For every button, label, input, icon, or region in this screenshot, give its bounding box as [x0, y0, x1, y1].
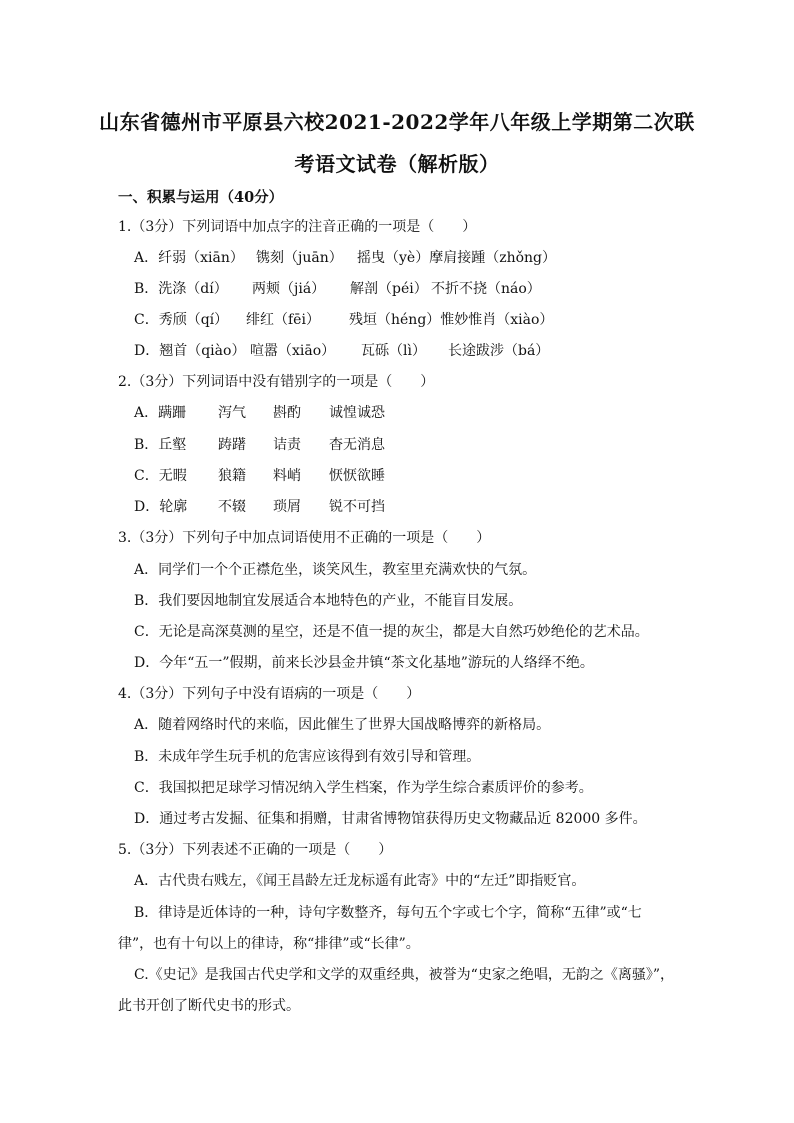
option-cell: C．秀颀（qí）: [134, 312, 229, 328]
question-2-option-c: [134, 467, 385, 485]
option-cell: 两颊（jiá）: [252, 281, 326, 297]
document-title-line-1: 山东省德州市平原县六校2021-2022学年八年级上学期第二次联: [99, 110, 695, 134]
question-5-stem: 5.（3分）下列表述不正确的一项是（ ）: [118, 842, 393, 858]
question-3-option-c: C．无论是高深莫测的星空，还是不值一提的灰尘，都是大自然巧妙绝伦的艺术品。: [134, 624, 649, 640]
option-cell: C．无暇: [134, 468, 187, 484]
question-1-option-a: [134, 249, 556, 267]
option-cell: D．轮廓: [134, 499, 188, 515]
option-cell: D．翘首（qiào）: [134, 343, 246, 359]
question-1-option-b: [134, 280, 541, 298]
option-cell: 解剖（péi）: [350, 281, 428, 297]
option-cell: 长途跋涉（bá）: [448, 343, 550, 359]
option-cell: 不折不挠（náo）: [431, 281, 541, 297]
option-cell: 诚惶诚恐: [329, 405, 385, 421]
option-cell: A．蹒跚: [134, 405, 187, 421]
option-cell: 瓦砾（lì）: [361, 343, 426, 359]
question-5-option-b-continued: 律”，也有十句以上的律诗，称“排律”或“长律”。: [118, 936, 420, 952]
option-cell: 诘责: [273, 437, 301, 453]
option-cell: 锐不可挡: [329, 499, 385, 515]
option-cell: B．洗涤（dí）: [134, 281, 228, 297]
question-1-stem: 1.（3分）下列词语中加点字的注音正确的一项是（ ）: [118, 219, 477, 235]
option-cell: 恹恹欲睡: [329, 468, 385, 484]
option-cell: 狼籍: [218, 468, 246, 484]
option-cell: 摇曳（yè）摩肩接踵（zhǒng）: [357, 250, 556, 266]
option-cell: 残垣（héng）惟妙惟肖（xiào）: [349, 312, 554, 328]
question-5-option-b: B．律诗是近体诗的一种，诗句字数整齐，每句五个字或七个字，简称“五律”或“七: [134, 905, 642, 921]
question-3-option-a: A．同学们一个个正襟危坐，谈笑风生，教室里充满欢快的气氛。: [134, 562, 537, 578]
question-1-option-c: [134, 311, 553, 329]
question-4-option-b: B．未成年学生玩手机的危害应该得到有效引导和管理。: [134, 749, 481, 765]
question-2-option-a: [134, 404, 385, 422]
option-cell: 不辍: [218, 499, 246, 515]
option-cell: 踌躇: [218, 437, 246, 453]
option-cell: B．丘壑: [134, 437, 187, 453]
document-title-line-2: 考语文试卷（解析版）: [294, 152, 500, 176]
question-4-option-c: C．我国拟把足球学习情况纳入学生档案，作为学生综合素质评价的参考。: [134, 780, 593, 796]
question-4-option-a: A．随着网络时代的来临，因此催生了世界大国战略博弈的新格局。: [134, 717, 551, 733]
question-3-option-b: B．我们要因地制宜发展适合本地特色的产业，不能盲目发展。: [134, 593, 523, 609]
option-cell: 镌刻（juān）: [256, 250, 343, 266]
question-2-option-d: [134, 498, 385, 516]
question-2-stem: 2.（3分）下列词语中没有错别字的一项是（ ）: [118, 374, 435, 390]
question-2-option-b: [134, 436, 385, 454]
option-cell: 喧嚣（xiāo）: [250, 343, 336, 359]
question-3-stem: 3.（3分）下列句子中加点词语使用不正确的一项是（ ）: [118, 530, 491, 546]
question-5-option-c-continued: 此书开创了断代史书的形式。: [118, 998, 300, 1014]
question-5-option-c: C.《史记》是我国古代史学和文学的双重经典，被誉为“史家之绝唱，无韵之《离骚》”，: [134, 967, 674, 983]
option-cell: 料峭: [273, 468, 301, 484]
option-cell: 泻气: [218, 405, 246, 421]
question-3-option-d: D．今年“五一”假期，前来长沙县金井镇“茶文化基地”游玩的人络绎不绝。: [134, 655, 594, 671]
question-5-option-a: A．古代贵右贱左，《闻王昌龄左迁龙标遥有此寄》中的“左迁”即指贬官。: [134, 873, 586, 889]
option-cell: A．纤弱（xiān）: [134, 250, 244, 266]
option-cell: 杳无消息: [329, 437, 385, 453]
option-cell: 琐屑: [273, 499, 301, 515]
question-1-option-d: [134, 342, 549, 360]
question-4-option-d: D．通过考古发掘、征集和捐赠，甘肃省博物馆获得历史文物藏品近 82000 多件。: [134, 811, 647, 827]
option-cell: 斟酌: [273, 405, 301, 421]
section-heading: 一、积累与运用（40分）: [118, 189, 284, 206]
option-cell: 绯红（fēi）: [246, 312, 320, 328]
question-4-stem: 4.（3分）下列句子中没有语病的一项是（ ）: [118, 686, 421, 702]
